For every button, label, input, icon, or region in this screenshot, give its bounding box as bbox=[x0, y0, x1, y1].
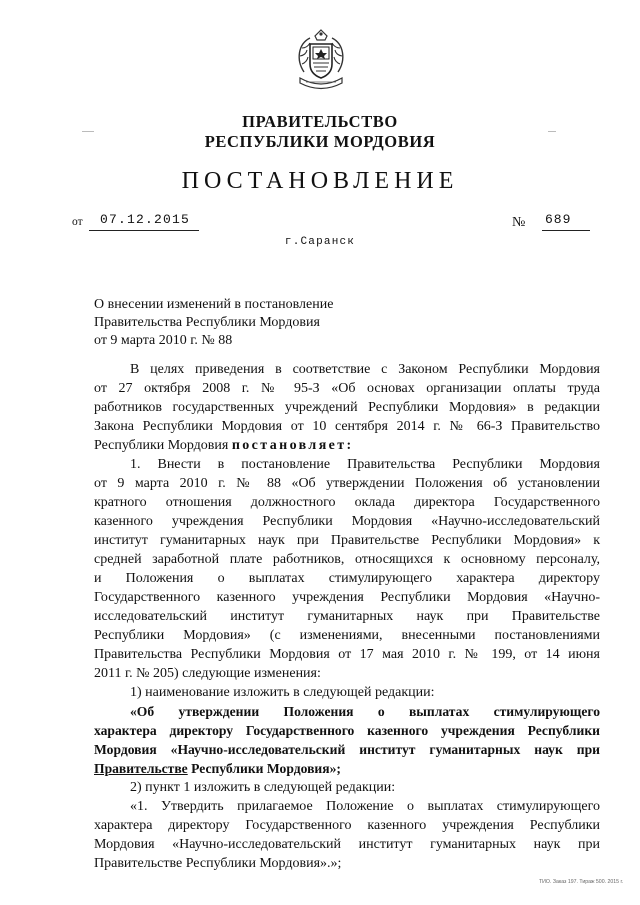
subject-block bbox=[94, 296, 394, 350]
organization-name-line1: ПРАВИТЕЛЬСТВО bbox=[242, 112, 398, 131]
paragraph-line: от 27 октября 2008 г. № 95-З «Об основах организации оплаты труда bbox=[94, 381, 600, 396]
paragraph-line: 2011 г. № 205) следующие изменения: bbox=[94, 666, 321, 681]
scan-speck bbox=[548, 131, 556, 132]
paragraph-line: кратного отношения должностного оклада директора Государственного bbox=[94, 495, 600, 510]
paragraph-line: характера директору Государственного казенного учреждения Республики bbox=[94, 818, 600, 833]
paragraph-line: Правительства Республики Мордовия от 17 мая 2010 г. № 199, от 14 июня bbox=[94, 647, 600, 662]
document-number: 689 bbox=[545, 212, 572, 227]
bold-paragraph-line: характера директору Государственного казенного учреждения Республики bbox=[94, 723, 600, 738]
document-type-title: ПОСТАНОВЛЕНИЕ bbox=[181, 168, 459, 194]
paragraph-line: Республики Мордовия» (с изменениями, внесенными постановлениями bbox=[94, 628, 600, 643]
paragraph-line: Закона Республики Мордовия от 10 сентября 2014 г. № 66-З Правительство bbox=[94, 419, 600, 434]
date-underline bbox=[89, 230, 199, 231]
print-info-footer: ТИО. Заказ 197. Тираж 500. 2015 г. bbox=[539, 879, 624, 885]
paragraph-line: 1. Внести в постановление Правительства Республики Мордовия bbox=[130, 457, 600, 472]
paragraph-line: «1. Утвердить прилагаемое Положение о выплатах стимулирующего bbox=[130, 799, 600, 814]
organization-name-line2: РЕСПУБЛИКИ МОРДОВИЯ bbox=[204, 132, 436, 151]
number-prefix: № bbox=[512, 215, 526, 230]
subject-line: О внесении изменений в постановление bbox=[94, 297, 334, 312]
subject-line: от 9 марта 2010 г. № 88 bbox=[94, 333, 233, 348]
paragraph-line: Мордовия «Научно-исследовательский институт гуманитарных наук при bbox=[94, 837, 600, 852]
paragraph-line: 1) наименование изложить в следующей редакции: bbox=[130, 685, 435, 700]
paragraph-line: от 9 марта 2010 г. № 88 «Об утверждении Положения об установлении bbox=[94, 476, 600, 491]
bold-line-tail: Республики Мордовия»; bbox=[187, 761, 341, 776]
paragraph-line: 2) пункт 1 изложить в следующей редакции: bbox=[130, 780, 396, 795]
coat-of-arms-emblem bbox=[294, 28, 348, 92]
paragraph-line: и Положения о выплатах стимулирующего характера директору bbox=[94, 571, 600, 586]
subject-line: Правительства Республики Мордовия bbox=[94, 315, 320, 330]
paragraph-line: работников государственных учреждений Республики Мордовия» в редакции bbox=[94, 400, 600, 415]
intro-tail: Республики Мордовия bbox=[94, 438, 232, 453]
bold-paragraph-line: «Об утверждении Положения о выплатах стимулирующего bbox=[130, 704, 600, 719]
number-underline bbox=[542, 230, 590, 231]
date-prefix: от bbox=[72, 216, 83, 228]
bold-paragraph-line: Мордовия «Научно-исследовательский институт гуманитарных наук при bbox=[94, 742, 600, 757]
document-date: 07.12.2015 bbox=[100, 212, 191, 227]
paragraph-line: казенного учреждения Республики Мордовия «Научно-исследовательский bbox=[94, 514, 600, 529]
paragraph-line: институт гуманитарных наук при Правительстве Республики Мордовия» к bbox=[94, 533, 600, 548]
underlined-word: Правительстве bbox=[94, 761, 188, 776]
paragraph-line: Правительстве Республики Мордовия».»; bbox=[94, 856, 342, 871]
paragraph-line: Государственного казенного учреждения Республики Мордовия «Научно- bbox=[94, 590, 600, 605]
scan-speck bbox=[82, 131, 94, 132]
paragraph-line: средней заработной плате работников, относящихся к основному персоналу, bbox=[94, 552, 600, 567]
paragraph-line: В целях приведения в соответствие с Законом Республики Мордовия bbox=[130, 362, 600, 377]
paragraph-line bbox=[94, 436, 600, 455]
bold-paragraph-line bbox=[94, 759, 600, 778]
paragraph-line: исследовательский институт гуманитарных наук при Правительстве bbox=[94, 609, 600, 624]
body-text bbox=[94, 360, 600, 873]
decree-word: постановляет: bbox=[231, 438, 354, 453]
city-name: г.Саранск bbox=[284, 236, 356, 248]
